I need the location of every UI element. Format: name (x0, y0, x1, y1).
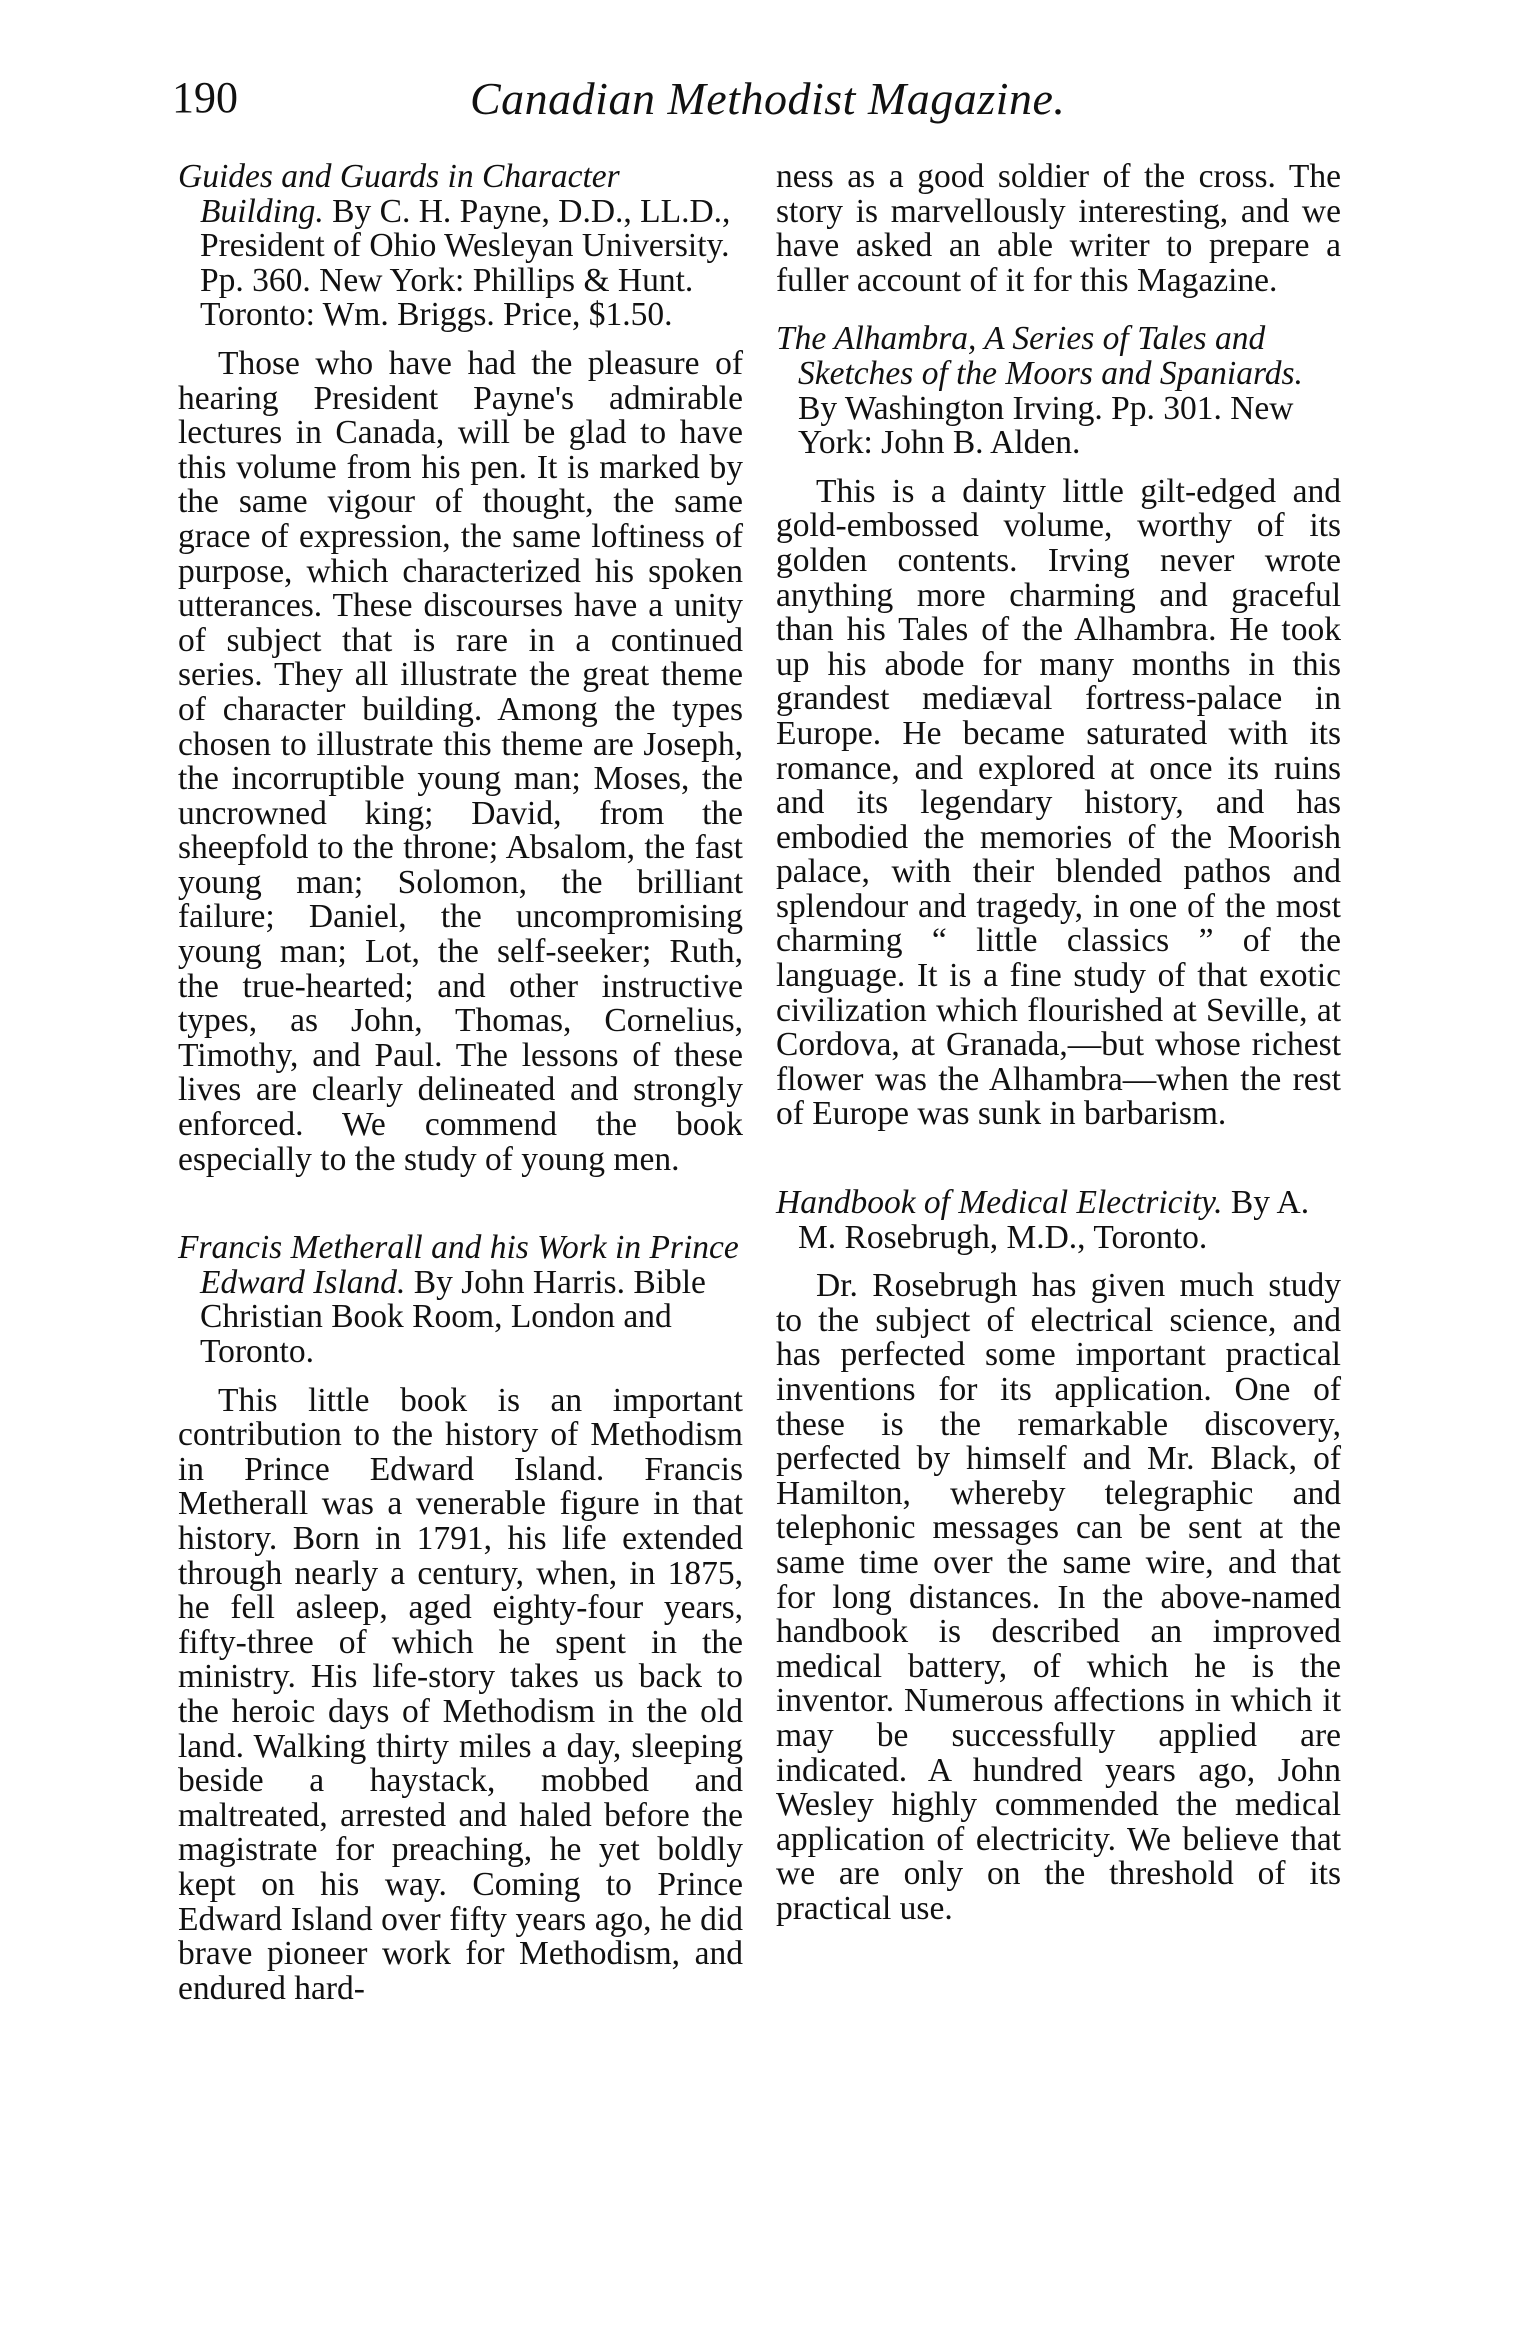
review-body-part-1: This little book is an important contribution to the history of Methodism in Prince Edward Island. Francis Metherall was a venerable figure in that history. Born in 1791, his life extended through nearly a century, when, in 1875, he fell asleep, aged eighty-four years, fifty-three of which he spent in the ministry. His life-story takes us back to the heroic days of Methodism in the old land. Walking thirty miles a day, sleeping beside a haystack, mobbed and maltreated, arrested and haled before the magistrate for preaching, he yet boldly kept on his way. Coming to Prince Edward Island over fifty years ago, he did brave pioneer work for Methodism, and endured hard- (178, 1381, 743, 2007)
review-body: Those who have had the pleasure of hearing President Payne's admirable lectures in Canada, will be glad to have this volume from his pen. It is marked by the same vigour of thought, the same grace of expression, the same loftiness of purpose, which characterized his spoken utterances. These discourses have a unity of subject that is rare in a continued series. They all illustrate the great theme of character building. Among the types chosen to illustrate this theme are Joseph, the incorruptible young man; Moses, the uncrowned king; David, from the sheepfold to the throne; Absalom, the fast young man; Solomon, the brilliant failure; Daniel, the uncompromising young man; Lot, the self-seeker; Ruth, the true-hearted; and other instructive types, as John, Thomas, Cornelius, Timothy, and Paul. The lessons of these lives are clearly delineated and strongly enforced. We commend the book especially to the study of young men. (178, 344, 743, 1178)
page-number: 190 (172, 73, 238, 122)
review-details: By A. M. Rosebrugh, M.D., Toronto. (798, 1184, 1310, 1256)
review-title: Guides and Guards in Character Building. (178, 158, 620, 230)
review-medical-electricity (776, 1186, 1341, 1926)
review-body: Dr. Rosebrugh has given much study to the subject of electrical science, and has perfected some important practical inventions for its application. One of these is the remarkable discovery, perfected by himself and Mr. Black, of Hamilton, whereby telegraphic and telephonic messages can be sent at the same time over the same wire, and that for long distances. In the above-named handbook is described an improved medical battery, of which he is the inventor. Numerous affections in which it may be successfully applied are indicated. A hundred years ago, John Wesley highly commended the medical application of electricity. We believe that we are only on the threshold of its practical use. (776, 1267, 1341, 1927)
review-citation (776, 1186, 1341, 1255)
review-details: By John Harris. Bible Christian Book Room, London and Toronto. (200, 1263, 706, 1370)
review-francis-metherall-continued (776, 160, 1341, 298)
review-citation (178, 1231, 743, 1369)
review-guides-and-guards (178, 160, 743, 1177)
page-header (0, 72, 1513, 142)
running-title: Canadian Methodist Magazine. (470, 73, 1066, 124)
review-details: By C. H. Payne, D.D., LL.D., President of Ohio Wesleyan University. Pp. 360. New York: Phillips & Hunt. Toronto: Wm. Briggs. Price, $1.50. (200, 192, 731, 334)
review-francis-metherall (178, 1231, 743, 2006)
review-alhambra (776, 322, 1341, 1132)
review-title: Francis Metherall and his Work in Prince Edward Island. (178, 1229, 739, 1301)
review-body: This is a dainty little gilt-edged and gold-embossed volume, worthy of its golden contents. Irving never wrote anything more charming and graceful than his Tales of the Alhambra. He took up his abode for many months in this grandest mediæval fortress-palace in Europe. He became saturated with its romance, and explored at once its ruins and its legendary history, and has embodied the memories of the Moorish palace, with their blended pathos and splendour and tragedy, in one of the most charming “ little classics ” of the language. It is a fine study of that exotic civilization which flourished at Seville, at Cordova, at Granada,—but whose richest flower was the Alhambra—when the rest of Europe was sunk in barbarism. (776, 472, 1341, 1133)
review-details: By Washington Irving. Pp. 301. New York: John B. Alden. (798, 389, 1294, 462)
right-column (776, 160, 1341, 1951)
review-citation (776, 322, 1341, 460)
left-column (178, 160, 743, 2030)
review-citation (178, 160, 743, 333)
review-title: The Alhambra, A Series of Tales and Sketches of the Moors and Spaniards. (776, 320, 1303, 392)
review-title: Handbook of Medical Electricity. (776, 1184, 1223, 1222)
review-body-part-2: ness as a good soldier of the cross. The story is marvellously interesting, and we have asked an able writer to prepare a fuller account of it for this Magazine. (776, 158, 1341, 299)
